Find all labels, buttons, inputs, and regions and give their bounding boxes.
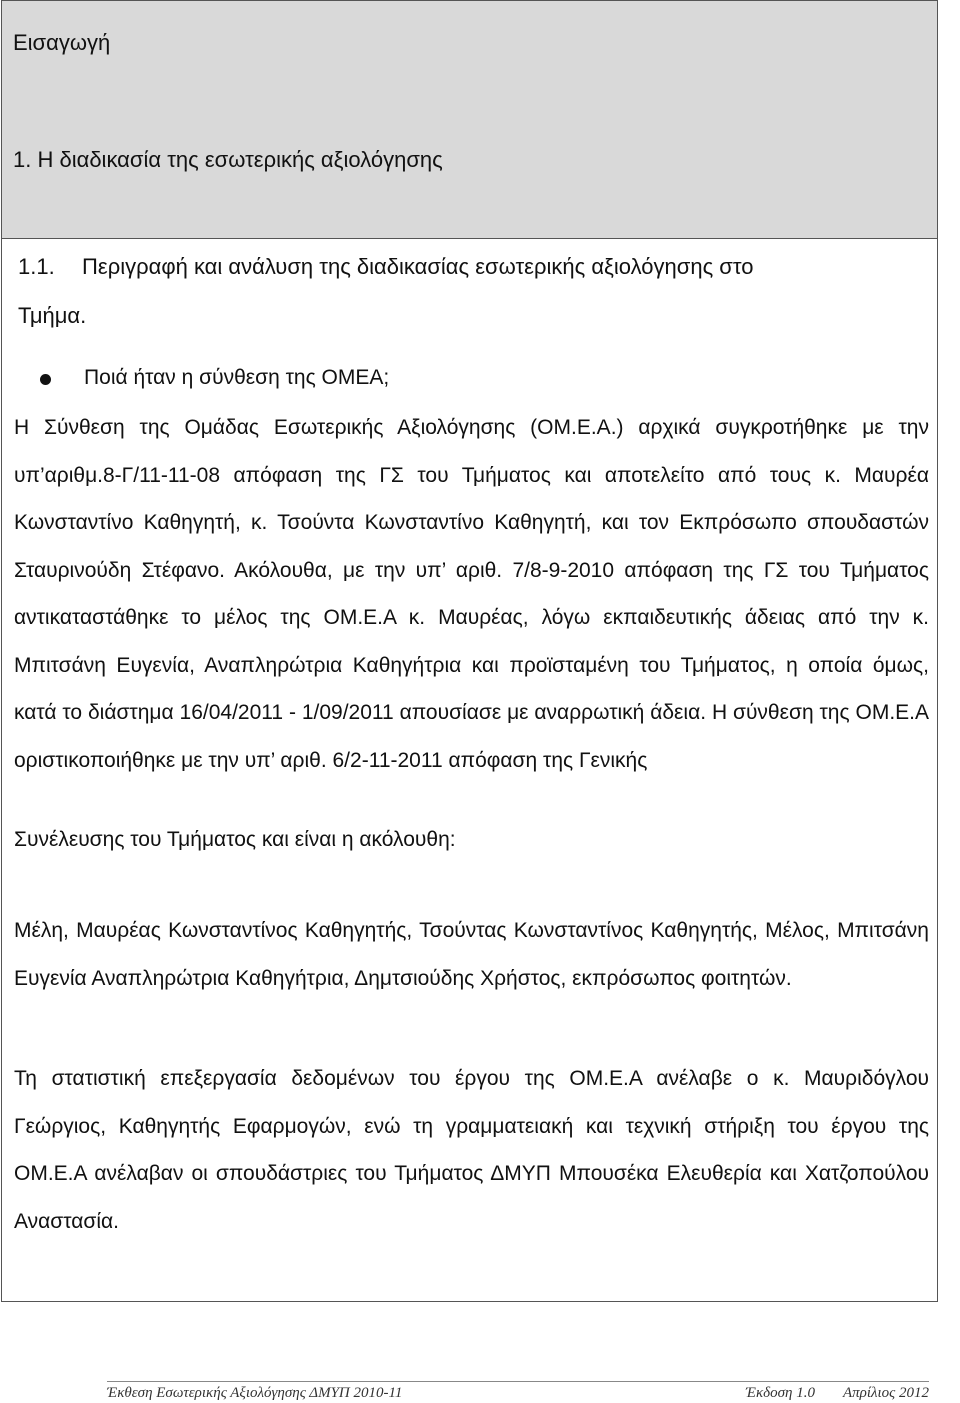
section-1-1-title: Περιγραφή και ανάλυση της διαδικασίας εσωτερικής αξιολόγησης στο bbox=[82, 254, 754, 279]
footer-date: Απρίλιος 2012 bbox=[842, 1385, 929, 1401]
heading-introduction: Εισαγωγή bbox=[13, 30, 111, 55]
section-1-1-number: 1.1. bbox=[18, 254, 55, 279]
section-1-1-title-cont: Τμήμα. bbox=[18, 303, 87, 328]
paragraph-committee-composition: Η Σύνθεση της Ομάδας Εσωτερικής Αξιολόγησης (ΟΜ.Ε.Α.) αρχικά συγκροτήθηκε με την υπ’αριθμ.8-Γ/11-11-08 απόφαση της ΓΣ του Τμήματος και αποτελείτο από τους κ. Μαυρέα Κωνσταντίνο Καθηγητή, κ. Τσούντα Κωνσταντίνο Καθηγητή, και τον Εκπρόσωπο σπουδαστών Σταυρινούδη Στέφανο. Ακόλουθα, με την υπ’ αριθ. 7/8-9-2010 απόφαση της ΓΣ του Τμήματος αντικαταστάθηκε το μέλος της ΟΜ.Ε.Α κ. Μαυρέας, λόγω εκπαιδευτικής άδειας από την κ. Μπιτσάνη Ευγενία, Αναπληρώτρια Καθηγήτρια και προϊσταμένη του Τμήματος, η οποία όμως, κατά το διάστημα 16/04/2011 - 1/09/2011 απουσίασε με αναρρωτική άδεια. Η σύνθεση της ΟΜ.Ε.Α οριστικοποιήθηκε με την υπ’ αριθ. 6/2-11-2011 απόφαση της Γενικής bbox=[14, 416, 929, 772]
footer-edition: Έκδοση 1.0 bbox=[745, 1385, 815, 1401]
document-frame bbox=[1, 0, 938, 1302]
paragraph-assembly: Συνέλευσης του Τμήματος και είναι η ακόλουθη: bbox=[14, 828, 456, 851]
section-1-1-heading bbox=[18, 254, 753, 280]
footer-edition-date bbox=[746, 1383, 929, 1403]
paragraph-support: Τη στατιστική επεξεργασία δεδομένων του έργου της ΟΜ.Ε.Α ανέλαβε ο κ. Μαυριδόγλου Γεώργιος, Καθηγητής Εφαρμογών, ενώ τη γραμματειακή και τεχνική στήριξη του έργου της ΟΜ.Ε.Α ανέλαβαν οι σπουδάστριες του Τμήματος ΔΜΥΠ Μπουσέκα Ελευθερία και Χατζοπούλου Αναστασία. bbox=[14, 1067, 929, 1233]
bullet-icon bbox=[40, 374, 51, 385]
header-box bbox=[2, 1, 937, 239]
paragraph-members: Μέλη, Μαυρέας Κωνσταντίνος Καθηγητής, Τσούντας Κωνσταντίνος Καθηγητής, Μέλος, Μπιτσάνη Ευγενία Αναπληρώτρια Καθηγήτρια, Δημτσιούδης Χρήστος, εκπρόσωπος φοιτητών. bbox=[14, 919, 929, 990]
question-text: Ποιά ήταν η σύνθεση της ΟΜΕΑ; bbox=[84, 366, 390, 389]
section-1-heading: 1. Η διαδικασία της εσωτερικής αξιολόγησης bbox=[13, 147, 443, 172]
page-footer bbox=[107, 1381, 929, 1401]
footer-report-title: Έκθεση Εσωτερικής Αξιολόγησης ΔΜΥΠ 2010-11 bbox=[107, 1385, 403, 1401]
